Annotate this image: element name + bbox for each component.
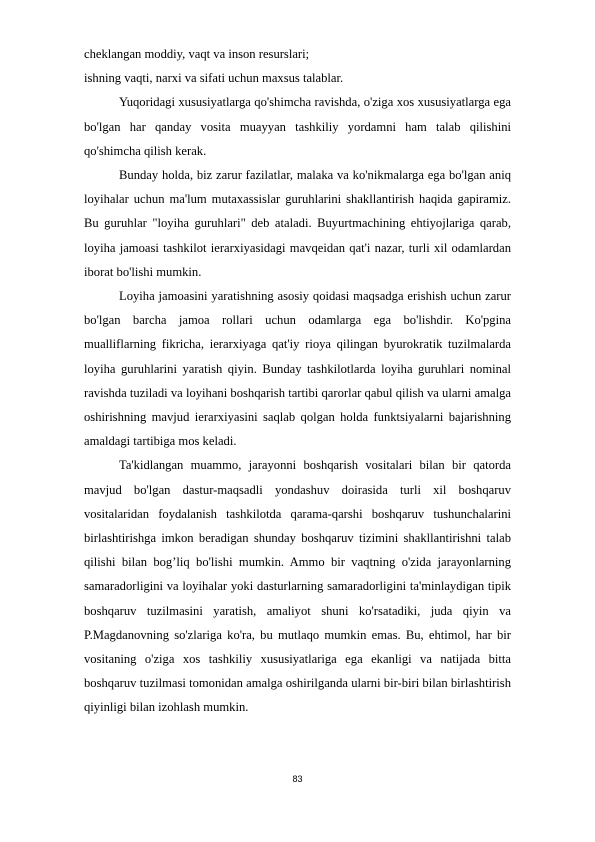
list-line-1: cheklangan moddiy, vaqt va inson resurslari; — [84, 47, 310, 61]
paragraph-2: Bunday holda, biz zarur fazilatlar, malaka va ko'nikmalarga ega bo'lgan aniq loyihalar uchun ma'lum mutaxassislar guruhlarini shakllantirish haqida gapiramiz. Bu guruhlar "loyiha guruhlari" deb ataladi. Buyurtmachining ehtiyojlariga qarab, loyiha jamoasi tashkilot ierarxiyasidagi mavqeidan qat'i nazar, turli xil odamlardan iborat bo'lishi mumkin. — [84, 168, 511, 279]
page-body — [84, 42, 511, 720]
list-line-2: ishning vaqti, narxi va sifati uchun maxsus talablar. — [84, 71, 344, 86]
paragraph-3: Loyiha jamoasini yaratishning asosiy qoidasi maqsadga erishish uchun zarur bo'lgan barcha jamoa rollari uchun odamlarga ega bo'lishdir. Ko'pgina mualliflarning fikricha, ierarxiyaga qat'iy rioya qilingan byurokratik tuzilmalarda loyiha guruhlarini yaratish qiyin. Bunday tashkilotlarda loyiha guruhlari nominal ravishda tuziladi va loyihani boshqarish tartibi qarorlar qabul qilish va ularni amalga oshirishning mavjud ierarxiyasini saqlab qolgan holda funktsiyalarni bajarishning amaldagi tartibiga mos keladi. — [84, 289, 511, 449]
paragraph-1: Yuqoridagi xususiyatlarga qo'shimcha ravishda, o'ziga xos xususiyatlarga ega bo'lgan har qanday vosita muayyan tashkiliy yordamni ham talab qilishini qo'shimcha qilish kerak. — [84, 95, 511, 158]
paragraph-4: Ta'kidlangan muammo, jarayonni boshqarish vositalari bilan bir qatorda mavjud bo'lgan dastur-maqsadli yondashuv doirasida turli xil boshqaruv vositalaridan foydalanish tashkilotda qarama-qarshi boshqaruv tushunchalarini birlashtirishga imkon beradigan shunday boshqaruv tizimini shakllantirishni talab qilishi bilan bog’liq bo'lishi mumkin. Ammo bir vaqtning o'zida jarayonlarning samaradorligini va loyihalar yoki dasturlarning samaradorligini ta'minlaydigan tipik boshqaruv tuzilmasini yaratish, amaliyot shuni ko'rsatadiki, juda qiyin va P.Magdanovning so'zlariga ko'ra, bu mutlaqo mumkin emas. Bu, ehtimol, har bir vositaning o'ziga xos tashkiliy xususiyatlariga ega ekanligi va natijada bitta boshqaruv tuzilmasi tomonidan amalga oshirilganda ularni bir-biri bilan birlashtirish qiyinligi bilan izohlash mumkin. — [84, 458, 511, 715]
page-number: 83 — [292, 774, 303, 784]
